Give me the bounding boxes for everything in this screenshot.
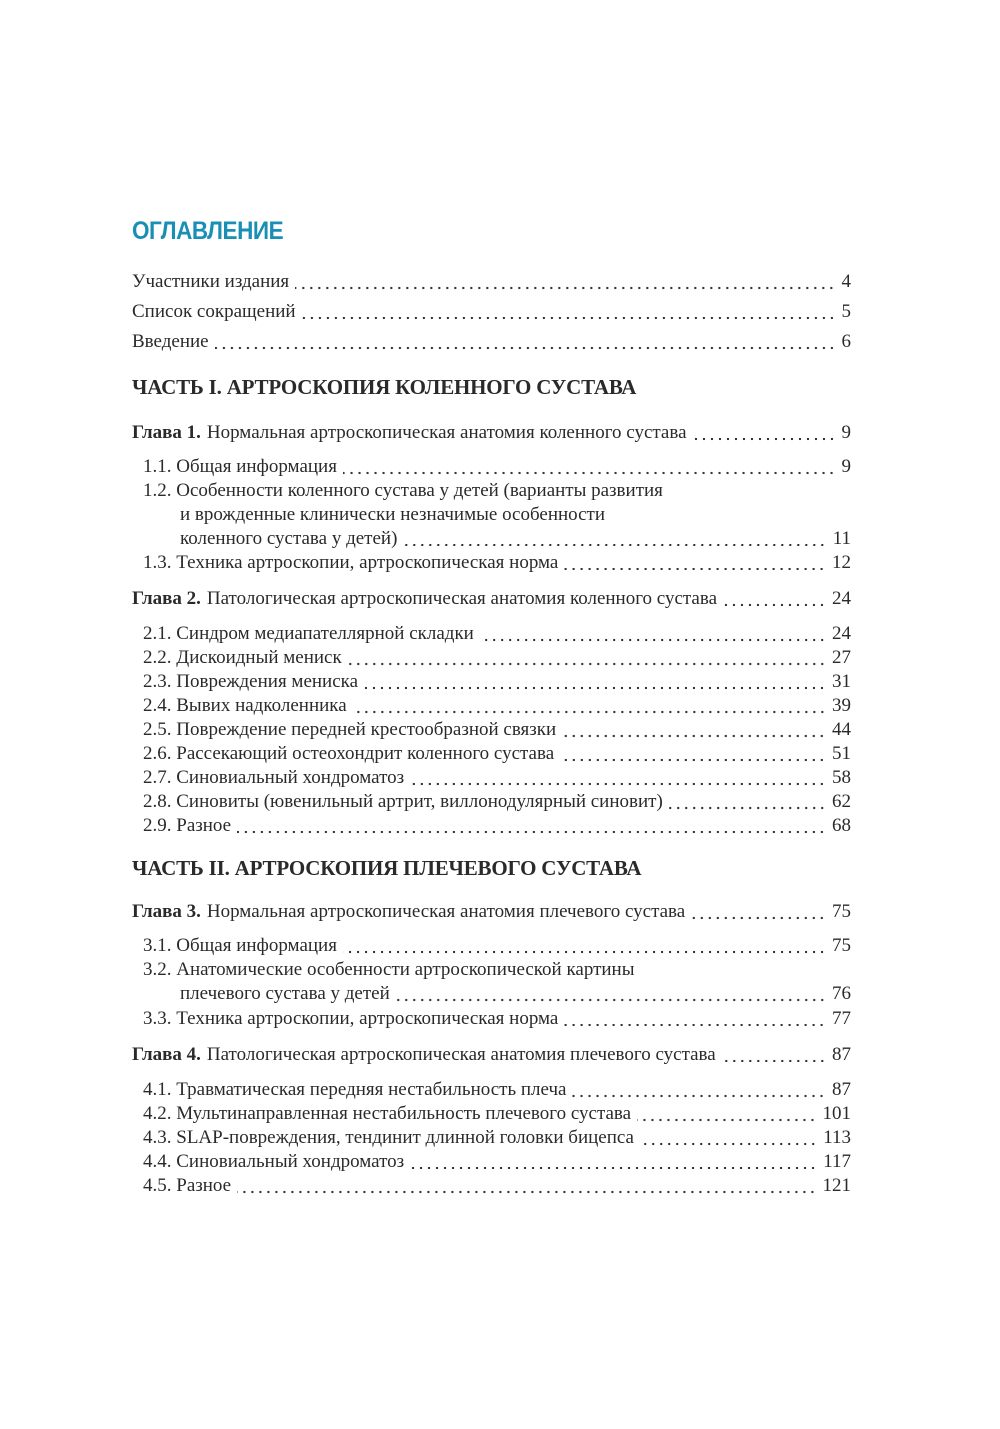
dot-leader — [722, 1059, 826, 1063]
entry-label: 1.1. Общая информация — [143, 456, 337, 477]
entry-label: плечевого сустава у детей — [180, 983, 390, 1004]
section-entry[interactable] — [143, 646, 851, 670]
entry-page: 6 — [841, 331, 851, 352]
dot-leader — [302, 316, 836, 320]
entry-label: 2.9. Разное — [143, 815, 232, 836]
entry-label: 4.3. SLAP-повреждения, тендинит длинной головки бицепса — [143, 1127, 634, 1148]
section-entry[interactable] — [143, 1150, 851, 1174]
entry-label: 4.2. Мультинаправленная нестабильность плечевого сустава — [143, 1103, 632, 1124]
dot-leader — [693, 437, 836, 441]
section-entry[interactable] — [143, 694, 851, 718]
dot-leader — [396, 998, 826, 1002]
dot-leader — [564, 1023, 826, 1027]
part-heading: ЧАСТЬ II. АРТРОСКОПИЯ ПЛЕЧЕВОГО СУСТАВА — [132, 856, 642, 880]
section-entry[interactable] — [143, 622, 851, 646]
section-entry-line[interactable]: 3.2. Анатомические особенности артроскопической картины — [143, 959, 635, 980]
entry-label: 4.5. Разное — [143, 1175, 232, 1196]
entry-page: 75 — [832, 935, 851, 956]
section-entry-line[interactable]: 1.2. Особенности коленного сустава у детей (варианты развития — [143, 480, 663, 501]
dot-leader — [669, 806, 826, 810]
entry-page: 44 — [832, 719, 851, 740]
page-title: ОГЛАВЛЕНИЕ — [132, 217, 284, 245]
entry-page: 39 — [832, 695, 851, 716]
entry-label: Список сокращений — [132, 301, 296, 322]
dot-leader — [410, 1166, 817, 1170]
section-entry[interactable] — [143, 1078, 851, 1102]
dot-leader — [572, 1094, 826, 1098]
entry-label: Патологическая артроскопическая анатомия плечевого сустава — [206, 1044, 716, 1065]
dot-leader — [237, 830, 826, 834]
entry-page: 121 — [822, 1175, 851, 1196]
dot-leader — [403, 543, 826, 547]
entry-page: 9 — [841, 456, 851, 477]
entry-page: 87 — [832, 1079, 851, 1100]
section-entry[interactable] — [143, 1102, 851, 1126]
chapter-prefix: Глава 1. — [132, 422, 201, 443]
entry-page: 5 — [841, 301, 851, 322]
dot-leader — [562, 734, 826, 738]
entry-label: 4.1. Травматическая передняя нестабильность плеча — [143, 1079, 567, 1100]
entry-label: 2.7. Синовиальный хондроматоз — [143, 767, 405, 788]
entry-page: 24 — [832, 588, 851, 609]
section-entry[interactable] — [180, 527, 851, 551]
entry-page: 4 — [841, 271, 851, 292]
entry-label: 3.1. Общая информация — [143, 935, 337, 956]
section-entry[interactable] — [143, 1126, 851, 1150]
entry-page: 68 — [832, 815, 851, 836]
dot-leader — [723, 603, 826, 607]
entry-page: 24 — [832, 623, 851, 644]
dot-leader — [343, 471, 836, 475]
entry-page: 75 — [832, 901, 851, 922]
toc-entry[interactable] — [132, 270, 851, 294]
entry-page: 101 — [822, 1103, 851, 1124]
dot-leader — [410, 782, 826, 786]
dot-leader — [364, 686, 826, 690]
dot-leader — [353, 710, 826, 714]
entry-label: Участники издания — [132, 271, 290, 292]
part-heading: ЧАСТЬ I. АРТРОСКОПИЯ КОЛЕННОГО СУСТАВА — [132, 375, 637, 399]
chapter-entry[interactable] — [132, 587, 851, 611]
entry-page: 9 — [841, 422, 851, 443]
entry-label: 2.1. Синдром медиапателлярной складки — [143, 623, 474, 644]
chapter-prefix: Глава 2. — [132, 588, 201, 609]
section-entry[interactable] — [143, 766, 851, 790]
dot-leader — [237, 1190, 816, 1194]
section-entry[interactable] — [143, 670, 851, 694]
entry-page: 113 — [823, 1127, 851, 1148]
entry-page: 87 — [832, 1044, 851, 1065]
entry-label: 2.4. Вывих надколенника — [143, 695, 347, 716]
entry-label: 3.3. Техника артроскопии, артроскопическая норма — [143, 1008, 559, 1029]
entry-page: 12 — [832, 552, 851, 573]
entry-label: Нормальная артроскопическая анатомия коленного сустава — [206, 422, 687, 443]
entry-page: 27 — [832, 647, 851, 668]
entry-label: 2.8. Синовиты (ювенильный артрит, виллонодулярный синовит) — [143, 791, 663, 812]
toc-entry[interactable] — [132, 300, 851, 324]
dot-leader — [560, 758, 826, 762]
section-entry[interactable] — [143, 742, 851, 766]
entry-label: Введение — [132, 331, 209, 352]
dot-leader — [564, 567, 826, 571]
entry-page: 31 — [832, 671, 851, 692]
chapter-prefix: Глава 3. — [132, 901, 201, 922]
entry-label: 2.3. Повреждения мениска — [143, 671, 359, 692]
section-entry[interactable] — [143, 551, 851, 575]
section-entry[interactable] — [143, 455, 851, 479]
entry-page: 51 — [832, 743, 851, 764]
dot-leader — [640, 1142, 817, 1146]
entry-page: 11 — [832, 528, 851, 549]
chapter-entry[interactable] — [132, 1043, 851, 1067]
dot-leader — [215, 346, 836, 350]
section-entry[interactable] — [143, 934, 851, 958]
section-entry[interactable] — [143, 814, 851, 838]
entry-page: 58 — [832, 767, 851, 788]
entry-label: 2.5. Повреждение передней крестообразной связки — [143, 719, 557, 740]
dot-leader — [637, 1118, 816, 1122]
chapter-prefix: Глава 4. — [132, 1044, 201, 1065]
section-entry[interactable] — [143, 1007, 851, 1031]
entry-page: 62 — [832, 791, 851, 812]
section-entry[interactable] — [143, 1174, 851, 1198]
entry-label: Нормальная артроскопическая анатомия плечевого сустава — [206, 901, 686, 922]
entry-label: 4.4. Синовиальный хондроматоз — [143, 1151, 405, 1172]
section-entry[interactable] — [143, 718, 851, 742]
dot-leader — [295, 286, 835, 290]
entry-page: 77 — [832, 1008, 851, 1029]
dot-leader — [480, 638, 826, 642]
section-entry-line[interactable]: и врожденные клинически незначимые особенности — [180, 504, 606, 525]
section-entry[interactable] — [143, 790, 851, 814]
entry-page: 76 — [832, 983, 851, 1004]
entry-label: 1.3. Техника артроскопии, артроскопическая норма — [143, 552, 559, 573]
entry-label: 2.6. Рассекающий остеохондрит коленного сустава — [143, 743, 555, 764]
dot-leader — [348, 662, 826, 666]
entry-label: 2.2. Дискоидный мениск — [143, 647, 342, 668]
dot-leader — [691, 916, 826, 920]
entry-label: коленного сустава у детей) — [180, 528, 398, 549]
entry-page: 117 — [823, 1151, 851, 1172]
chapter-entry[interactable] — [132, 900, 851, 924]
chapter-entry[interactable] — [132, 421, 851, 445]
section-entry[interactable] — [180, 982, 851, 1006]
toc-entry[interactable] — [132, 330, 851, 354]
dot-leader — [343, 950, 826, 954]
entry-label: Патологическая артроскопическая анатомия коленного сустава — [206, 588, 718, 609]
